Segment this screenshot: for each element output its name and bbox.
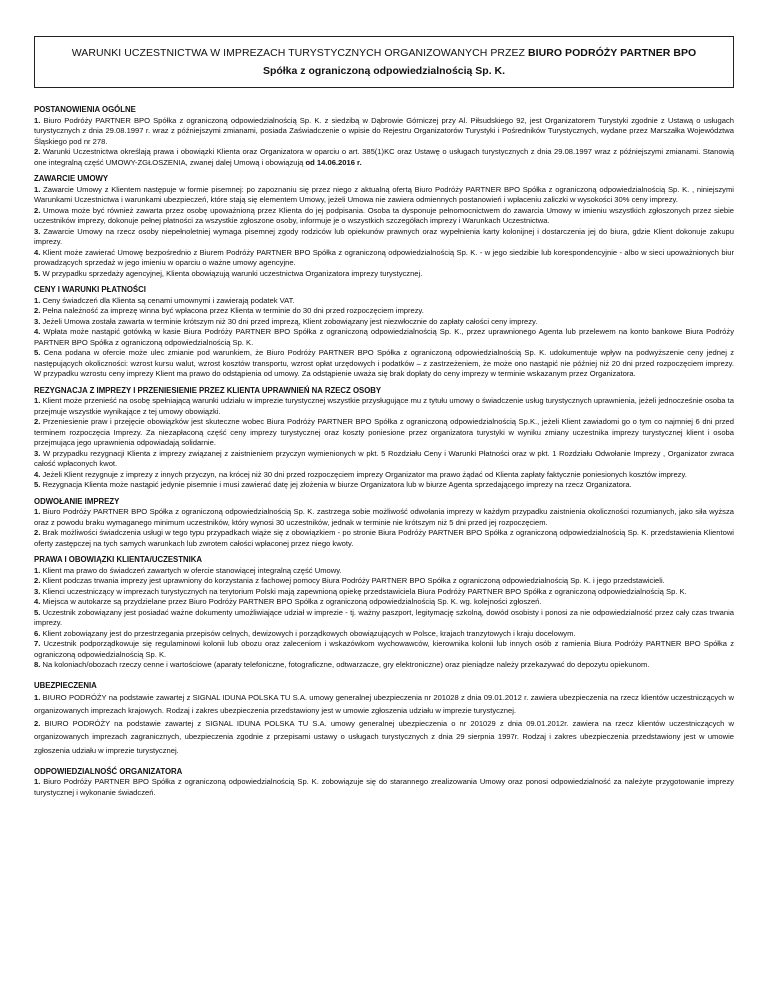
clause-text: Jeżeli Umowa została zawarta w terminie krótszym niż 30 dni przed imprezą, Klient zobowiązany jest niezwłocznie do zapłaty całości ceny imprezy. — [42, 316, 538, 326]
clause-number: 8. — [34, 660, 41, 670]
section — [34, 105, 734, 168]
clause — [34, 639, 734, 660]
clause-text: W przypadku sprzedaży agencyjnej, Klienta obowiązują warunki uczestnictwa Organizatora imprezy turystycznej. — [42, 268, 423, 278]
clause-text: Warunki Uczestnictwa określają prawa i obowiązki Klienta oraz Organizatora w oparciu o art. 385(1)KC oraz Ustawę o usługach turystycznych z dnia 29.08.1997 wraz z późniejszymi zmianami. Stanowią one integralną część UMOWY-ZGŁOSZENIA, zwanej dalej Umową i obowiązują — [34, 147, 734, 167]
clause — [34, 629, 734, 639]
clause-text: Uczestnik zobowiązany jest posiadać ważne dokumenty umożliwiające udział w imprezie - tj. ważny paszport, legitymację szkolną, dowód osobisty i ponosi za nie odpowiedzialność przez cały czas trwania imprezy. — [34, 607, 734, 628]
clause — [34, 227, 734, 248]
clause-number: 3. — [34, 586, 41, 596]
clause-text: Pełna należność za imprezę winna być wpłacona przez Klienta w terminie do 30 dni przed rozpoczęciem imprezy. — [42, 306, 424, 316]
clause — [34, 660, 734, 670]
clause-text: Klienci uczestniczący w imprezach turystycznych na terytorium Polski mają zapewnioną opiekę przedstawiciela Biura Podróży PARTNER BPO Spółka z ograniczoną odpowiedzialnością Sp. K. — [42, 586, 687, 596]
clause — [34, 206, 734, 227]
clause-number: 1. — [34, 565, 41, 575]
section-heading: ODWOŁANIE IMPREZY — [34, 496, 120, 506]
section-heading: UBEZPIECZENIA — [34, 680, 97, 690]
clause-number: 5. — [34, 480, 41, 490]
section — [34, 285, 734, 380]
clause-text: Ceny świadczeń dla Klienta są cenami umownymi i zawierają podatek VAT. — [42, 295, 295, 305]
clause — [34, 528, 734, 549]
section — [34, 555, 734, 670]
clause — [34, 597, 734, 607]
clause — [34, 507, 734, 528]
clause-text: Na koloniach/obozach rzeczy cenne i wartościowe (aparaty telefoniczne, fotograficzne, odtwarzacze, gry elektroniczne) oraz pieniądze należy przekazywać do depozytu opiekunom. — [42, 660, 650, 670]
clause-text: W przypadku rezygnacji Klienta z imprezy związanej z zaistnieniem przyczyn wymienionych w pkt. 5 Rozdziału Ceny i Warunki Płatności oraz w pkt. 1 Rozdziału Odwołanie Imprezy , Organizator zwraca całość wpłaconych kwot. — [34, 448, 734, 469]
section-heading: REZYGNACJA Z IMPREZY I PRZENIESIENIE PRZEZ KLIENTA UPRAWNIEŃ NA RZECZ OSOBY — [34, 385, 382, 395]
title-prefix: WARUNKI UCZESTNICTWA W IMPREZACH TURYSTYCZNYCH ORGANIZOWANYCH PRZEZ — [71, 47, 526, 59]
clause — [34, 587, 734, 597]
clause-number: 1. — [34, 693, 41, 703]
clause-number: 5. — [34, 607, 41, 617]
clause-text: BIURO PODRÓŻY na podstawie zawartej z SIGNAL IDUNA POLSKA TU S.A. umowy generalnej ubezpieczenia o nr 201029 z dnia 09.01.2012r. zawiera na rzecz klientów uczestniczących w organizowanych imprezach zagranicznych, ubezpieczenia zgodnie z przepisami ustawy o usługach turystycznych z dnia 29 sierpnia 1997r. Rodzaj i zakres ubezpieczenia przedstawiony jest w umowie zgłoszenia udziału w imprezie turystycznej. — [34, 719, 734, 755]
clause-number: 2. — [34, 528, 41, 538]
clause — [34, 248, 734, 269]
clause — [34, 396, 734, 417]
section-heading: CENY I WARUNKI PŁATNOŚCI — [34, 285, 146, 295]
clause-number: 2. — [34, 147, 41, 157]
clause — [34, 348, 734, 379]
clause-text: Rezygnacja Klienta może nastąpić jedynie pisemnie i musi zawierać datę jej złożenia w biurze Organizatora lub w biurze Agenta sprzedającego imprezy na rzecz Organizatora. — [42, 480, 632, 490]
section-heading: ODPOWIEDZIALNOŚĆ ORGANIZATORA — [34, 766, 183, 776]
clause-number: 2. — [34, 306, 41, 316]
clause — [34, 717, 734, 756]
clause-number: 2. — [34, 576, 41, 586]
document-title-box — [34, 36, 734, 88]
clause-date: od 14.06.2016 r. — [305, 157, 362, 167]
clause — [34, 116, 734, 147]
clause — [34, 269, 734, 279]
section — [34, 767, 734, 799]
clause — [34, 449, 734, 470]
clause-text: Uczestnik podporządkowuje się regulaminowi kolonii lub obozu oraz zaleceniom i wskazówkom wychowawców, kierownika kolonii lub innych osób z ramienia Biura Podróży PARTNER BPO Spółka z ograniczoną odpowiedzialnością Sp. K. — [34, 639, 734, 659]
clause-text: Klient ma prawo do świadczeń zawartych w ofercie stanowiącej integralną część Umowy. — [42, 565, 342, 575]
clause-number: 2. — [34, 205, 41, 215]
clause — [34, 566, 734, 576]
clause-number: 1. — [34, 295, 41, 305]
clause-text: BIURO PODRÓŻY na podstawie zawartej z SIGNAL IDUNA POLSKA TU S.A. umowy generalnej ubezpieczenia nr 201028 z dnia 09.01.2012 r. zawiera ubezpieczenia na rzecz klientów uczestniczących w organizowanych imprezach krajowych. Rodzaj i zakres ubezpieczenia przedstawiony jest w umowie zgłoszenia udziału w imprezie turystycznej. — [34, 693, 734, 716]
clause — [34, 576, 734, 586]
clause-number: 4. — [34, 327, 41, 337]
clause-number: 7. — [34, 639, 41, 649]
clause — [34, 417, 734, 448]
clause-text: Klient może przenieść na osobę spełniającą warunki udziału w imprezie turystycznej wszystkie przysługujące mu z tytułu umowy o świadczenie usług turystycznych uprawnienia, jeżeli jednocześnie osoba ta przejmuje wszystkie wynikające z tej umowy obowiązki. — [34, 396, 734, 416]
clause-number: 1. — [34, 507, 41, 517]
clause-text: Klient podczas trwania imprezy jest uprawniony do korzystania z fachowej pomocy Biura Podróży PARTNER BPO Spółka z ograniczoną odpowiedzialnością Sp. K. i jego przedstawicieli. — [42, 576, 665, 586]
clause-number: 3. — [34, 316, 41, 326]
clause-text: Wpłata może nastąpić gotówką w kasie Biura Podróży PARTNER BPO Spółka z ograniczoną odpowiedzialnością Sp. K., przez uprawnionego Agenta lub przelewem na konto bankowe Biura Podróży PARTNER BPO Spółka z ograniczoną odpowiedzialnością Sp. K. — [34, 327, 734, 347]
clause-number: 5. — [34, 348, 41, 358]
title-company: BIURO PODRÓŻY PARTNER BPO — [527, 47, 697, 59]
clause-number: 4. — [34, 247, 41, 257]
section-heading: POSTANOWIENIA OGÓLNE — [34, 105, 136, 114]
clause-number: 3. — [34, 448, 41, 458]
section — [34, 386, 734, 491]
clause-number: 4. — [34, 469, 41, 479]
clause-text: Umowa może być również zawarta przez osobę upoważnioną przez Klienta do jej podpisania. Osoba ta dysponuje pełnomocnictwem do zawarcia Umowy w imieniu wszystkich zgłoszonych przez siebie uczestników imprezy, dokonuje pełnej płatności za wszystkie zgłoszone osoby, informuje je o wszystkich szczegółach imprezy i Warunkach Uczestnictwa. — [34, 205, 734, 226]
document-title — [35, 46, 733, 60]
clause-text: Przeniesienie praw i przejęcie obowiązków jest skuteczne wobec Biura Podróży PARTNER BPO Spółka z ograniczoną odpowiedzialnością Sp.K., jeżeli Klient zawiadomi go o tym co najmniej 6 dni przed terminem rozpoczęcia Imprezy. Za niezapłaconą część ceny imprezy turystycznej oraz koszty poniesione przez organizatora turystyki w wyniku zmiany uczestnika imprezy turystycznej klient i osoba przejmująca jego uprawnienia odpowiadają solidarnie. — [34, 417, 734, 448]
clause — [34, 327, 734, 348]
clause — [34, 470, 734, 480]
clause-number: 1. — [34, 184, 41, 194]
clause-number: 2. — [34, 719, 41, 729]
clause-number: 1. — [34, 396, 41, 406]
clause — [34, 185, 734, 206]
clause-text: Miejsca w autokarze są przydzielane przez Biuro Podróży PARTNER BPO Spółka z ograniczoną odpowiedzialnością Sp. K. wg. kolejności zgłoszeń. — [42, 597, 542, 607]
clause — [34, 608, 734, 629]
clause-text: Biuro Podróży PARTNER BPO Spółka z ograniczoną odpowiedzialnością Sp. K. zastrzega sobie możliwość odwołania imprezy w każdym przypadku zaistnienia okoliczności rozumianych, jako siła wyższa oraz z powodu braku wymaganego minimum uczestników, który wynosi 30 uczestników, jednak w terminie nie krótszym niż 5 dni przed jej rozpoczęciem. — [34, 507, 734, 527]
clause-text: Klient może zawierać Umowę bezpośrednio z Biurem Podróży PARTNER BPO Spółka z ograniczoną odpowiedzialnością Sp. K. - w jego siedzibie lub korespondencyjnie - albo w sieci upoważnionych biur prowadzących sprzedaż w jego imieniu w oparciu o ważne umowy agencyjne. — [34, 247, 734, 268]
section-heading: PRAWA I OBOWIĄZKI KLIENTA/UCZESTNIKA — [34, 555, 203, 565]
clause — [34, 296, 734, 306]
document-subtitle: Spółka z ograniczoną odpowiedzialnością Sp. K. — [262, 65, 506, 78]
clause — [34, 480, 734, 490]
clause — [34, 147, 734, 168]
clause-number: 2. — [34, 417, 41, 427]
clause-number: 5. — [34, 268, 41, 278]
clause-text: Zawarcie Umowy na rzecz osoby niepełnoletniej wymaga pisemnej zgody rodziców lub opiekunów prawnych oraz wypełnienia karty kolonijnej i dostarczenia jej do biura, gdzie Klient dokonuje zakupu imprezy. — [34, 226, 734, 247]
clause — [34, 691, 734, 717]
clause-number: 1. — [34, 115, 41, 125]
clause-number: 6. — [34, 628, 41, 638]
section — [34, 681, 734, 757]
clause — [34, 306, 734, 316]
clause-number: 3. — [34, 226, 41, 236]
clause-text: Biuro Podróży PARTNER BPO Spółka z ograniczoną odpowiedzialnością Sp. K. zobowiązuje się do starannego zrealizowania Umowy oraz ponosi odpowiedzialność za należyte przygotowanie imprezy turystycznej i wykonanie świadczeń. — [34, 777, 734, 797]
clause-text: Cena podana w ofercie może ulec zmianie pod warunkiem, że Biuro Podróży PARTNER BPO Spółka z ograniczoną odpowiedzialnością Sp. K. udokumentuje wpływ na podwyższenie ceny jednej z następujących okoliczności: wzrost kursu walut, wzrost kosztów transportu, wzrost opłat urzędowych i podatków – z zastrzeżeniem, że może ono nastąpić nie później niż 20 dni przed rozpoczęciem imprezy. W przypadku wzrostu ceny imprezy Klient ma prawo do odstąpienia od umowy. Za odstąpienie uważa się brak dopłaty do ceny imprezy w terminie wskazanym przez Organizatora. — [34, 348, 734, 379]
clause-text: Brak możliwości świadczenia usługi w tego typu przypadkach wiąże się z obowiązkiem - po stronie Biura Podróży PARTNER BPO Spółka z ograniczoną odpowiedzialnością Sp. K. przedstawienia Klientowi oferty zastępczej na tych samych warunkach lub zwrotem całości wpłaconej przez niego kwoty. — [34, 528, 734, 548]
clause-text: Klient zobowiązany jest do przestrzegania przepisów celnych, dewizowych i porządkowych obowiązujących w Polsce, krajach tranzytowych i kraju docelowym. — [42, 628, 576, 638]
section-heading: ZAWARCIE UMOWY — [34, 174, 109, 184]
sections-container — [34, 105, 734, 798]
clause-text: Zawarcie Umowy z Klientem następuje w formie pisemnej: po zapoznaniu się przez niego z aktualną ofertą Biuro Podróży PARTNER BPO Spółka z ograniczoną odpowiedzialnością Sp. K. , niniejszymi Warunkami Uczestnictwa i warunkami ubezpieczeń, które stają się elementem Umowy, jeżeli Umowa nie zawiera odmiennych postanowień i wpłaceniu zaliczki w wysokości 30% ceny imprezy. — [34, 184, 734, 205]
clause-number: 1. — [34, 777, 41, 787]
clause-text: Biuro Podróży PARTNER BPO Spółka z ograniczoną odpowiedzialnością Sp. K. z siedzibą w Dąbrowie Górniczej przy Al. Piłsudskiego 92, jest Organizatorem Turystyki zgodnie z Ustawą o usługach turystycznych z dnia 29.08.1997 r. wraz z późniejszymi zmianami, posiada Zaświadczenie o wpisie do Rejestru Organizatorów Turystyki i Pośredników Turystycznych, wydane przez Marszałka Województwa Śląskiego pod nr 278. — [34, 115, 734, 146]
clause-number: 4. — [34, 597, 41, 607]
section — [34, 497, 734, 550]
clause-text: Jeżeli Klient rezygnuje z imprezy z innych przyczyn, na krócej niż 30 dni przed rozpoczęciem imprezy Organizator ma prawo żądać od Klienta zapłaty faktycznie poniesionych kosztów imprezy. — [42, 469, 687, 479]
clause — [34, 777, 734, 798]
section — [34, 174, 734, 279]
clause — [34, 317, 734, 327]
